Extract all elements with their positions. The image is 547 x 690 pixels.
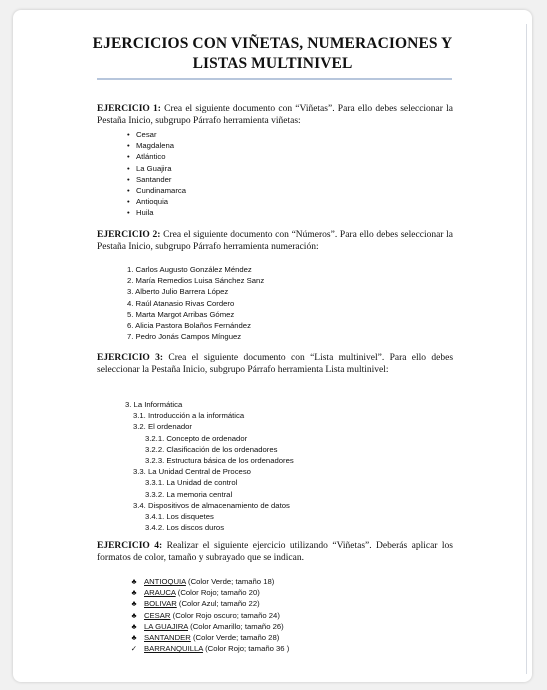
multilevel-item-level-2: 3.1. Introducción a la informática	[133, 411, 245, 421]
exercise-2-label: EJERCICIO 2:	[97, 230, 161, 240]
multilevel-item-level-3: 3.2.2. Clasificación de los ordenadores	[145, 444, 278, 454]
multilevel-item-level-1: 3. La Informática	[125, 400, 183, 409]
club-bullet-icon: ♣	[131, 621, 137, 631]
formatted-bullet-item	[129, 598, 289, 609]
numbered-item: 7. Pedro Jonás Campos Mínguez	[127, 332, 242, 342]
multilevel-item-level-2: 3.3. La Unidad Central de Proceso	[133, 467, 251, 477]
bullet-item: • Huila	[127, 207, 186, 218]
numbered-item: 6. Alicia Pastora Bolaños Fernández	[127, 321, 251, 331]
exercise-3-label: EJERCICIO 3:	[97, 353, 164, 363]
exercise-1-label: EJERCICIO 1:	[97, 104, 161, 114]
exercise-2-numbered-list	[127, 264, 264, 342]
bullet-item: • Antioquia	[127, 196, 186, 207]
format-note: (Color Amarillo; tamaño 26)	[188, 621, 284, 631]
formatted-bullet-item	[129, 621, 289, 632]
bullet-item: • Santander	[127, 174, 186, 185]
exercise-4-text: Realizar el siguiente ejercicio utilizando “Viñetas”. Deberás aplicar los formatos de color, tamaño y subrayado que se indican.	[97, 541, 454, 563]
multilevel-item-level-3: 3.3.1. La Unidad de control	[145, 478, 238, 488]
club-bullet-icon: ♣	[131, 588, 137, 598]
club-bullet-icon: ♣	[131, 610, 137, 620]
formatted-bullet-item	[129, 632, 289, 643]
formatted-bullet-item	[129, 587, 289, 598]
multilevel-item-level-2: 3.4. Dispositivos de almacenamiento de datos	[133, 500, 290, 510]
format-note: (Color Rojo oscuro; tamaño 24)	[170, 610, 280, 620]
multilevel-item-level-3: 3.2.3. Estructura básica de los ordenadores	[145, 456, 294, 466]
multilevel-item-level-3: 3.4.2. Los discos duros	[145, 523, 225, 533]
department-name: CESAR	[144, 610, 171, 620]
club-bullet-icon: ♣	[131, 599, 137, 609]
formatted-bullet-item	[129, 643, 289, 654]
exercise-1-bullet-list	[127, 129, 186, 219]
department-name: ANTIOQUIA	[144, 577, 186, 586]
formatted-bullet-item	[129, 610, 289, 621]
bullet-item: • Magdalena	[127, 140, 186, 151]
format-note: (Color Verde; tamaño 28)	[190, 633, 280, 643]
format-note: (Color Rojo; tamaño 36 )	[202, 644, 290, 654]
bullet-item: • La Guajira	[127, 163, 186, 174]
department-name: LA GUAJIRA	[144, 621, 189, 631]
department-name: ARAUCA	[144, 588, 176, 598]
multilevel-item-level-2: 3.2. El ordenador	[133, 422, 192, 432]
exercise-1-text: Crea el siguiente documento con “Viñetas”. Para ello debes seleccionar la Pestaña Inicio, subgrupo Párrafo herramienta viñetas:	[97, 104, 454, 126]
bullet-item: • Cesar	[127, 129, 186, 140]
exercise-3-text: Crea el siguiente documento con “Lista multinivel”. Para ello debes seleccionar la Pestaña Inicio, subgrupo Párrafo herramienta Lista multinivel:	[97, 353, 454, 375]
exercise-2-text: Crea el siguiente documento con “Números”. Para ello debes seleccionar la Pestaña Inicio, subgrupo Párrafo herramienta numeración:	[97, 230, 454, 252]
numbered-item: 1. Carlos Augusto González Méndez	[127, 265, 252, 274]
club-bullet-icon: ♣	[131, 633, 137, 643]
multilevel-item-level-3: 3.4.1. Los disquetes	[145, 512, 214, 522]
exercise-3-instruction	[97, 353, 453, 376]
department-name: SANTANDER	[144, 633, 191, 643]
bullet-item: • Cundinamarca	[127, 185, 186, 196]
formatted-bullet-item	[129, 576, 289, 587]
page-edge-line	[526, 24, 527, 674]
exercise-4-formatted-list	[129, 576, 289, 654]
bullet-item: • Atlántico	[127, 151, 186, 162]
document-title	[13, 34, 532, 74]
club-bullet-icon: ♣	[131, 577, 137, 586]
format-note: (Color Rojo; tamaño 20)	[175, 588, 260, 598]
checkmark-icon: ✓	[130, 644, 138, 654]
format-note: (Color Azul; tamaño 22)	[176, 599, 260, 609]
numbered-item: 3. Alberto Julio Barrera López	[127, 287, 229, 297]
title-underline	[97, 78, 452, 80]
title-line-2: LISTAS MULTINIVEL	[192, 55, 353, 72]
exercise-1-instruction	[97, 104, 453, 127]
department-name: BARRANQUILLA	[144, 644, 203, 654]
title-line-1: EJERCICIOS CON VIÑETAS, NUMERACIONES Y	[92, 35, 453, 52]
numbered-item: 5. Marta Margot Arribas Gómez	[127, 309, 235, 319]
format-note: (Color Verde; tamaño 18)	[185, 577, 275, 586]
document-page	[13, 10, 532, 682]
exercise-2-instruction	[97, 230, 453, 253]
numbered-item: 4. Raúl Atanasio Rivas Cordero	[127, 298, 235, 308]
exercise-4-label: EJERCICIO 4:	[97, 541, 163, 551]
department-name: BOLIVAR	[144, 599, 177, 609]
exercise-3-multilevel-list	[125, 399, 294, 533]
multilevel-item-level-3: 3.2.1. Concepto de ordenador	[145, 433, 248, 443]
numbered-item: 2. María Remedios Luisa Sánchez Sanz	[127, 276, 265, 286]
exercise-4-instruction	[97, 541, 453, 564]
multilevel-item-level-3: 3.3.2. La memoria central	[145, 489, 233, 499]
